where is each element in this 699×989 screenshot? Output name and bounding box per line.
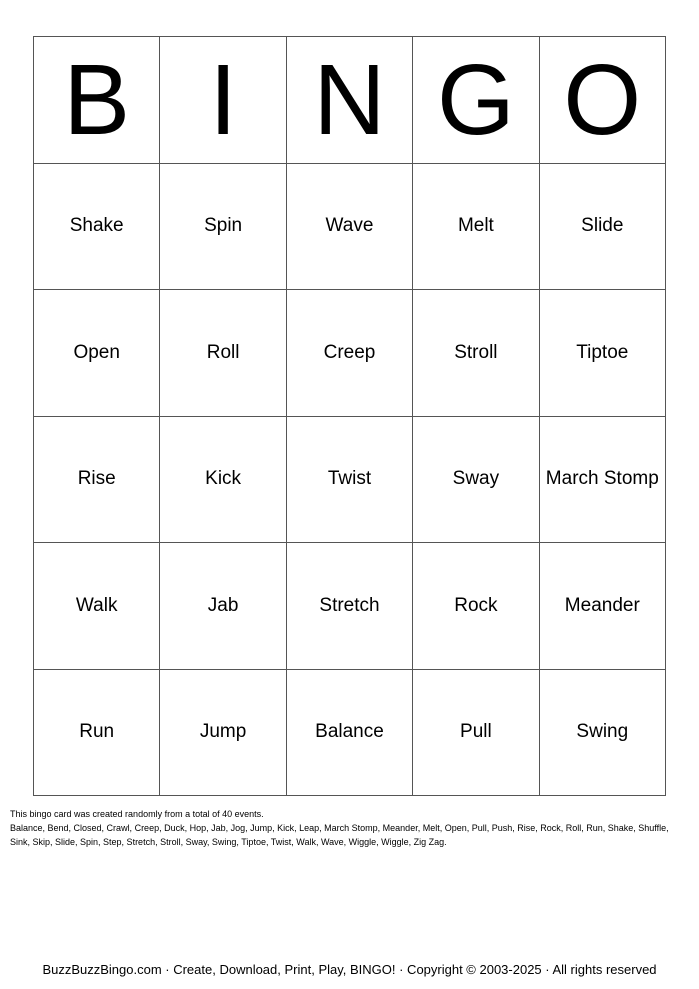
- bingo-cell: March Stomp: [540, 417, 666, 544]
- bingo-cell: Creep: [287, 290, 413, 417]
- bingo-cell: Stroll: [413, 290, 539, 417]
- card-info: [10, 807, 690, 849]
- bingo-cell: Jump: [160, 670, 286, 797]
- header-cell-g: [413, 37, 539, 164]
- bingo-cell: Twist: [287, 417, 413, 544]
- bingo-cell: Kick: [160, 417, 286, 544]
- bingo-cell: Balance: [287, 670, 413, 797]
- bingo-cell: Run: [34, 670, 160, 797]
- footer-copyright: BuzzBuzzBingo.com · Create, Download, Print, Play, BINGO! · Copyright © 2003-2025 · All rights reserved: [42, 962, 657, 977]
- bingo-cell: Swing: [540, 670, 666, 797]
- header-cell-b: [34, 37, 160, 164]
- bingo-cell: Tiptoe: [540, 290, 666, 417]
- header-letter: I: [209, 43, 237, 156]
- bingo-cell: Walk: [34, 543, 160, 670]
- header-letter: O: [563, 43, 642, 156]
- header-cell-n: [287, 37, 413, 164]
- bingo-cell: Rock: [413, 543, 539, 670]
- bingo-cell: Melt: [413, 164, 539, 291]
- bingo-cell: Open: [34, 290, 160, 417]
- header-cell-i: [160, 37, 286, 164]
- bingo-cell: Rise: [34, 417, 160, 544]
- bingo-cell: Roll: [160, 290, 286, 417]
- bingo-cell: Sway: [413, 417, 539, 544]
- header-letter: B: [63, 43, 131, 156]
- header-letter: G: [436, 43, 515, 156]
- bingo-cell: Wave: [287, 164, 413, 291]
- bingo-cell: Jab: [160, 543, 286, 670]
- bingo-cell: Meander: [540, 543, 666, 670]
- bingo-cell: Shake: [34, 164, 160, 291]
- header-cell-o: [540, 37, 666, 164]
- header-letter: N: [313, 43, 386, 156]
- bingo-card: [33, 36, 666, 796]
- card-info-summary: This bingo card was created randomly from a total of 40 events.: [10, 809, 264, 819]
- bingo-cell: Stretch: [287, 543, 413, 670]
- bingo-cell: Slide: [540, 164, 666, 291]
- card-info-event-list: Balance, Bend, Closed, Crawl, Creep, Duck, Hop, Jab, Jog, Jump, Kick, Leap, March Stomp, Meander, Melt, Open, Pull, Push, Rise, Rock, Roll, Run, Shake, Shuffle, Sink, Skip, Slide, Spin, Step, Stretch, Stroll, Sway, Swing, Tiptoe, Twist, Walk, Wave, Wiggle, Wiggle, Zig Zag.: [10, 823, 669, 847]
- bingo-cell: Pull: [413, 670, 539, 797]
- bingo-cell: Spin: [160, 164, 286, 291]
